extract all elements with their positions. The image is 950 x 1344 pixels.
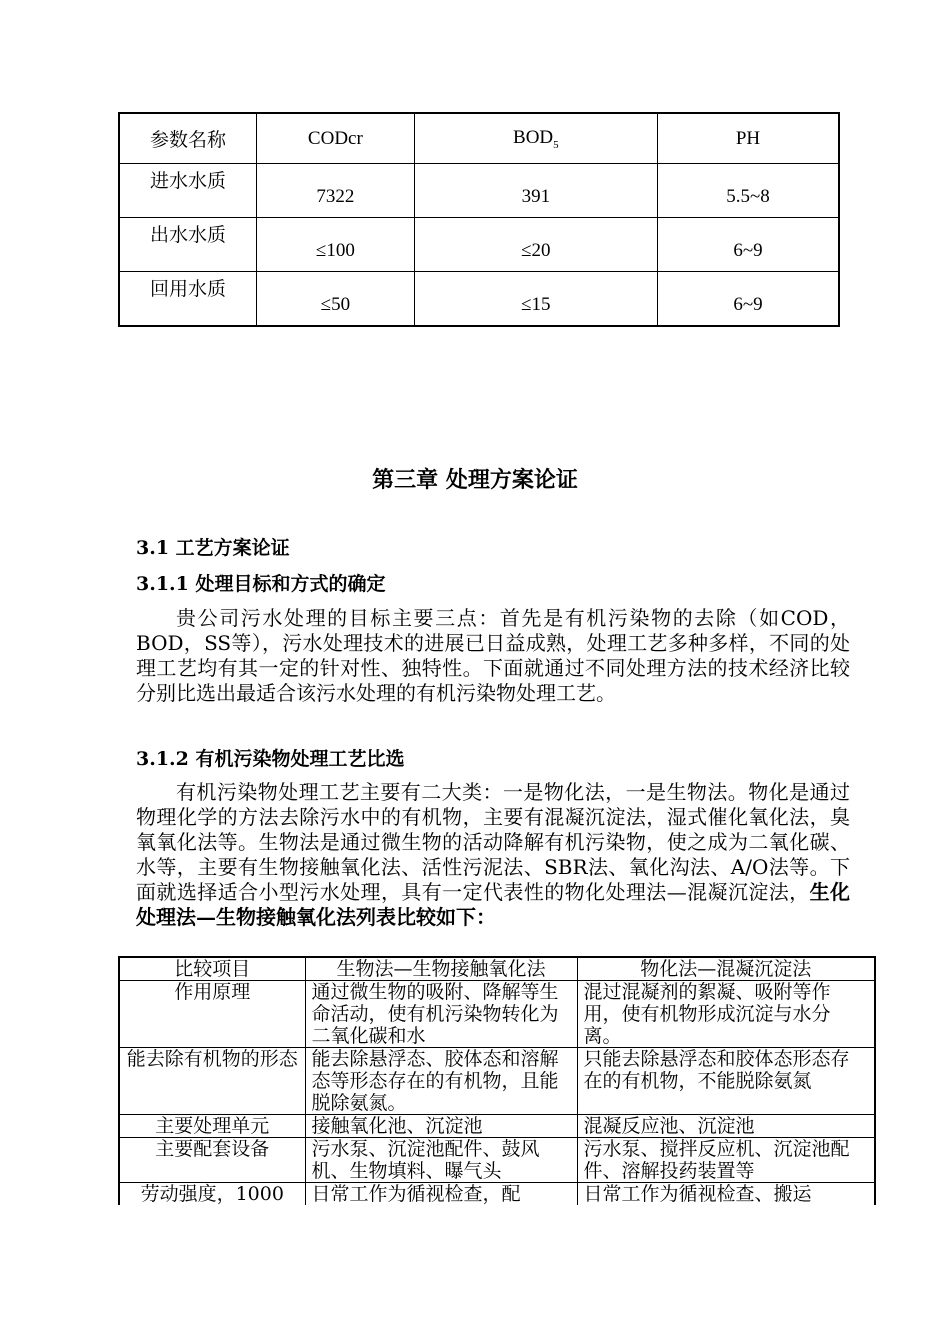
cod-value: ≤50 (257, 272, 415, 327)
item-cell: 劳动强度，1000 (119, 1183, 305, 1206)
item-cell: 作用原理 (119, 981, 305, 1048)
table-header-row (119, 957, 875, 981)
bod-value: ≤15 (414, 272, 657, 327)
table-row (119, 164, 839, 218)
ph-value: 5.5~8 (657, 164, 839, 218)
paragraph-objectives: 贵公司污水处理的目标主要三点：首先是有机污染物的去除（如COD，BOD，SS等），污水处理技术的进展已日益成熟，处理工艺多种多样，不同的处理工艺均有其一定的针对性、独特性。下面就通过不同处理方法的技术经济比较分别比选出最适合该污水处理的有机污染物处理工艺。 (136, 606, 850, 705)
header-cell: PH (657, 113, 839, 164)
ph-value: 6~9 (657, 218, 839, 272)
table-row (119, 1138, 875, 1183)
table-row (119, 981, 875, 1048)
bio-cell: 污水泵、沉淀池配件、鼓风机、生物填料、曝气头 (305, 1138, 577, 1183)
bio-cell: 能去除悬浮态、胶体态和溶解态等形态存在的有机物，且能脱除氨氮。 (305, 1048, 577, 1115)
paragraph-process-comparison (136, 780, 850, 930)
paragraph-bold-text: 生化处理法—生物接触氧化法列表比较如下： (136, 880, 851, 929)
water-quality-table (118, 112, 840, 327)
section-heading-3-1-2: 3.1.2 有机污染物处理工艺比选 (136, 748, 405, 770)
section-heading-3-1-1: 3.1.1 处理目标和方式的确定 (136, 573, 386, 595)
header-cell: 比较项目 (119, 957, 305, 981)
phys-cell: 只能去除悬浮态和胶体态形态存在的有机物，不能脱除氨氮 (577, 1048, 875, 1115)
item-cell: 主要配套设备 (119, 1138, 305, 1183)
bod-value: 391 (414, 164, 657, 218)
row-label: 出水水质 (119, 218, 257, 272)
header-cell: 物化法—混凝沉淀法 (577, 957, 875, 981)
phys-cell: 混凝反应池、沉淀池 (577, 1115, 875, 1138)
cod-value: 7322 (257, 164, 415, 218)
header-cell: $BOD_5$ (414, 113, 657, 164)
section-heading-3-1: 3.1 工艺方案论证 (136, 537, 290, 559)
ph-value: 6~9 (657, 272, 839, 327)
header-cell: 生物法—生物接触氧化法 (305, 957, 577, 981)
row-label: 回用水质 (119, 272, 257, 327)
phys-cell: 日常工作为循视检查、搬运 (577, 1183, 875, 1206)
table-row (119, 272, 839, 327)
chapter-title: 第三章 处理方案论证 (372, 467, 578, 493)
phys-cell: 混过混凝剂的絮凝、吸附等作用，使有机物形成沉淀与水分离。 (577, 981, 875, 1048)
bod-value: ≤20 (414, 218, 657, 272)
item-cell: 能去除有机物的形态 (119, 1048, 305, 1115)
row-label: 进水水质 (119, 164, 257, 218)
process-comparison-table (118, 956, 876, 1205)
table-row (119, 218, 839, 272)
item-cell: 主要处理单元 (119, 1115, 305, 1138)
cod-value: ≤100 (257, 218, 415, 272)
header-cell: CODcr (257, 113, 415, 164)
table-row (119, 1115, 875, 1138)
table-header-row (119, 113, 839, 164)
paragraph-text: 有机污染物处理工艺主要有二大类：一是物化法，一是生物法。物化是通过物理化学的方法去除污水中的有机物，主要有混凝沉淀法，湿式催化氧化法，臭氧氧化法等。生物法是通过微生物的活动降解有机污染物，使之成为二氧化碳、水等，主要有生物接触氧化法、活性污泥法、SBR法、氧化沟法、A/O法等。下面就选择适合小型污水处理，具有一定代表性的物化处理法—混凝沉淀法， (136, 780, 850, 904)
bio-cell: 接触氧化池、沉淀池 (305, 1115, 577, 1138)
bio-cell: 日常工作为循视检查，配 (305, 1183, 577, 1206)
table-row (119, 1048, 875, 1115)
bio-cell: 通过微生物的吸附、降解等生命活动，使有机污染物转化为二氧化碳和水 (305, 981, 577, 1048)
phys-cell: 污水泵、搅拌反应机、沉淀池配件、溶解投药装置等 (577, 1138, 875, 1183)
header-cell: 参数名称 (119, 113, 257, 164)
table-row (119, 1183, 875, 1206)
